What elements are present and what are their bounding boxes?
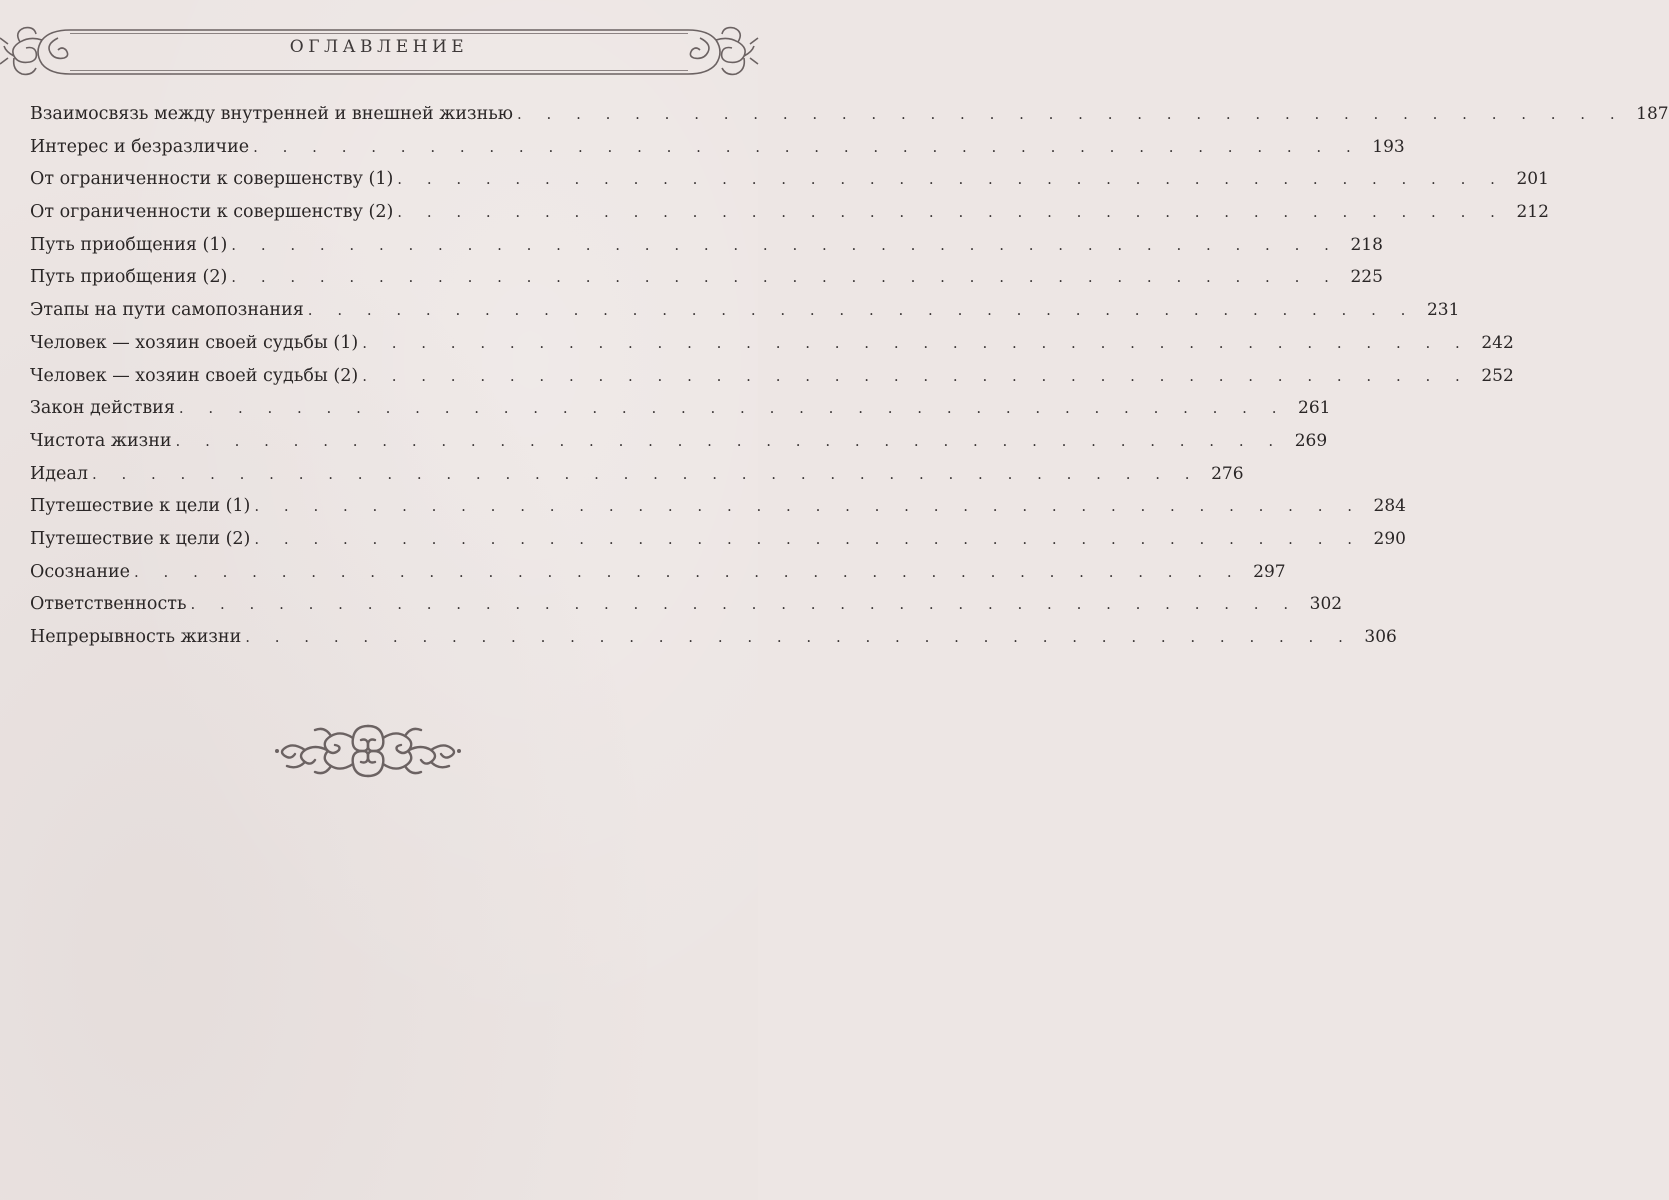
dot-leader: . . . . . . . . . . . . . . . . . . . . . . . . . . . . . . . . . . . . . .: [245, 628, 1353, 646]
toc-entry[interactable]: [30, 300, 1460, 333]
toc-entry-page: 231: [1426, 300, 1460, 321]
dot-leader: . . . . . . . . . . . . . . . . . . . . . . . . . . . . . . . . . . . . . .: [231, 268, 1339, 287]
floral-ornament-icon: [275, 720, 461, 782]
toc-entry[interactable]: [30, 430, 1328, 464]
page-header: [0, 18, 758, 84]
dot-leader: . . . . . . . . . . . . . . . . . . . . . . . . . . . . . . . . . . . . . .: [254, 529, 1362, 548]
dot-leader: . . . . . . . . . . . . . . . . . . . . . . . . . . . . . . . . . . . . . .: [178, 399, 1287, 418]
dot-leader: . . . . . . . . . . . . . . . . . . . . . . . . . . . . . . . . . . . . . .: [175, 431, 1284, 450]
dot-leader: . . . . . . . . . . . . . . . . . . . . . . . . . . . . . . . . . . . . . .: [397, 203, 1505, 222]
toc-entry[interactable]: [30, 332, 1514, 366]
toc-entry-page: 302: [1309, 594, 1343, 615]
toc-entry[interactable]: [30, 496, 1406, 529]
toc-entry[interactable]: [30, 365, 1514, 399]
toc-entry-title: Путешествие к цели (1): [30, 496, 251, 517]
dot-leader: . . . . . . . . . . . . . . . . . . . . . . . . . . . . . . . . . . . . . .: [254, 497, 1362, 516]
toc-entry[interactable]: [30, 561, 1286, 595]
toc-entry-page: 252: [1481, 365, 1514, 386]
dot-leader: . . . . . . . . . . . . . . . . . . . . . . . . . . . . . . . . . . . . . .: [362, 366, 1470, 385]
toc-entry-page: 276: [1211, 463, 1244, 484]
toc-entry[interactable]: [30, 234, 1383, 268]
dot-leader: . . . . . . . . . . . . . . . . . . . . . . . . . . . . . . . . . . . . . .: [517, 105, 1625, 123]
toc-entry[interactable]: [30, 627, 1397, 660]
toc-entry-page: 290: [1373, 528, 1406, 549]
table-of-contents: [30, 104, 1669, 660]
toc-entry-title: Путешествие к цели (2): [30, 528, 251, 549]
toc-entry-title: Идеал: [30, 463, 88, 484]
toc-entry-page: 193: [1372, 136, 1405, 157]
toc-entry[interactable]: [30, 202, 1549, 235]
dot-leader: . . . . . . . . . . . . . . . . . . . . . . . . . . . . . . . . . . . . . .: [362, 333, 1470, 352]
toc-entry[interactable]: [30, 104, 1669, 137]
toc-entry-page: 218: [1350, 234, 1383, 255]
toc-entry[interactable]: [30, 463, 1244, 497]
toc-entry-title: Непрерывность жизни: [30, 627, 242, 647]
dot-leader: . . . . . . . . . . . . . . . . . . . . . . . . . . . . . . . . . . . . . .: [134, 562, 1242, 581]
toc-entry[interactable]: [30, 398, 1331, 431]
dot-leader: . . . . . . . . . . . . . . . . . . . . . . . . . . . . . . . . . . . . . .: [190, 595, 1299, 614]
toc-entry-title: Путь приобщения (2): [30, 267, 228, 288]
toc-entry-title: От ограниченности к совершенству (1): [30, 169, 394, 190]
toc-entry-title: Человек — хозяин своей судьбы (2): [30, 365, 359, 386]
toc-entry-title: Ответственность: [30, 594, 187, 615]
toc-entry-title: Закон действия: [30, 398, 175, 419]
toc-entry-page: 212: [1516, 202, 1549, 223]
dot-leader: . . . . . . . . . . . . . . . . . . . . . . . . . . . . . . . . . . . . . .: [307, 301, 1416, 320]
toc-entry-title: Интерес и безразличие: [30, 136, 250, 157]
toc-entry-title: Человек — хозяин своей судьбы (1): [30, 332, 359, 353]
toc-entry-title: Чистота жизни: [30, 430, 172, 451]
page-title: ОГЛАВЛЕНИЕ: [289, 37, 469, 57]
toc-entry-title: Осознание: [30, 561, 131, 582]
dot-leader: . . . . . . . . . . . . . . . . . . . . . . . . . . . . . . . . . . . . . .: [253, 137, 1361, 156]
toc-entry-page: 269: [1294, 430, 1328, 451]
toc-entry[interactable]: [30, 136, 1405, 170]
toc-entry-page: 297: [1253, 561, 1286, 582]
toc-entry[interactable]: [30, 594, 1343, 627]
toc-entry[interactable]: [30, 169, 1549, 202]
toc-entry-title: От ограниченности к совершенству (2): [30, 202, 394, 223]
toc-entry-page: 225: [1350, 267, 1383, 288]
toc-entry-title: Путь приобщения (1): [30, 234, 228, 255]
dot-leader: . . . . . . . . . . . . . . . . . . . . . . . . . . . . . . . . . . . . . .: [91, 464, 1200, 483]
toc-entry-title: Этапы на пути самопознания: [30, 300, 304, 321]
toc-entry[interactable]: [30, 528, 1406, 562]
toc-entry-title: Взаимосвязь между внутренней и внешней жизнью: [30, 104, 513, 124]
toc-entry-page: 201: [1516, 169, 1549, 190]
dot-leader: . . . . . . . . . . . . . . . . . . . . . . . . . . . . . . . . . . . . . .: [231, 235, 1339, 254]
toc-entry-page: 187: [1636, 104, 1669, 124]
dot-leader: . . . . . . . . . . . . . . . . . . . . . . . . . . . . . . . . . . . . . .: [397, 170, 1505, 189]
toc-entry-page: 242: [1481, 332, 1514, 353]
toc-entry-page: 261: [1298, 398, 1331, 419]
toc-entry-page: 284: [1373, 496, 1406, 517]
toc-entry[interactable]: [30, 267, 1383, 300]
toc-entry-page: 306: [1364, 627, 1397, 647]
